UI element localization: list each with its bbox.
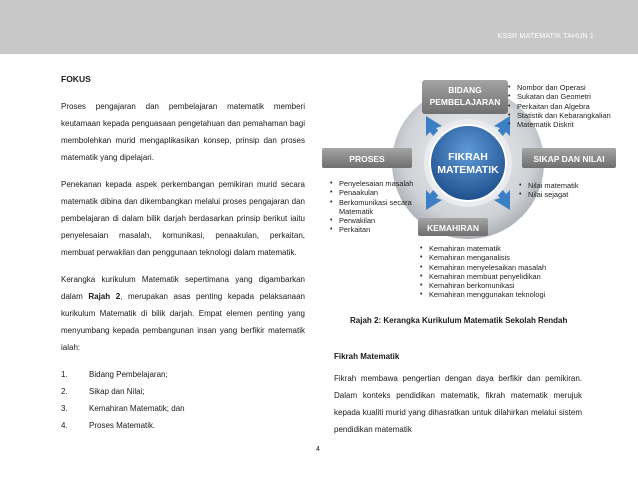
list-item: • Statistik dan Kebarangkalian [508,111,614,120]
list-text: Proses Matematik. [89,421,156,430]
paragraph-3-start: Kerangka kurikulum Matematik sepertimana yang digambarkan dalam [61,275,305,301]
proses-list [330,179,422,235]
fikrah-paragraph: Fikrah membawa pengertian dengan daya berfikir dan pemikiran. Dalam konteks pendidikan matematik, fikrah matematik merujuk kepada kualiti murid yang dihasratkan untuk dilahirkan melalui sistem pendidikan matematik [334,374,582,434]
paragraph-3 [61,271,305,356]
kemahiran-label: KEMAHIRAN [427,223,479,233]
left-column [61,74,305,434]
rajah-reference: Rajah 2 [88,292,121,301]
section-heading-fokus: FOKUS [61,74,91,84]
page-number: 4 [316,446,320,453]
list-text: Sikap dan Nilai; [89,387,145,396]
list-item: • Perwakilan [330,216,422,225]
list-item: • Kemahiran matematik [420,244,580,253]
list-item: • Penaakulan [330,188,422,197]
list-item: • Kemahiran membuat penyelidikan [420,272,580,281]
list-number: 3. [61,404,68,413]
curriculum-framework-diagram [318,78,618,308]
figure-caption: Rajah 2: Kerangka Kurikulum Matematik Sekolah Rendah [350,316,568,325]
list-item: • Sukatan dan Geometri [508,92,614,101]
element-list [61,366,305,434]
list-item: • Kemahiran berkomunikasi [420,281,580,290]
list-item [61,417,305,434]
list-number: 4. [61,421,68,430]
list-number: 1. [61,370,68,379]
list-text: Kemahiran Matematik; dan [89,404,185,413]
list-item: • Kemahiran menggunakan teknologi [420,290,580,299]
list-item: • Nilai matematik [519,181,614,190]
running-title: KSSR MATEMATIK TAHUN 1 [497,33,594,40]
section-heading-fikrah: Fikrah Matematik [334,352,400,361]
proses-label: PROSES [349,154,385,164]
paragraph-1: Proses pengajaran dan pembelajaran matematik memberi keutamaan kepada penguasaan pengetahuan dan pemahaman bagi membolehkan murid mengaplikasikan konsep, prinsip dan proses matematik yang dipelajari. [61,102,305,162]
list-item: • Nilai sejagat [519,190,614,199]
list-item [61,383,305,400]
list-item [61,366,305,383]
paragraph-2: Penekanan kepada aspek perkembangan pemikiran murid secara matematik dibina dan dikembangkan melalui proses pengajaran dan pembelajaran di dalam bilik darjah berdasarkan prinsip berikut iaitu penyelesaian masalah, komunikasi, penaakulan, perkaitan, membuat perwakilan dan penggunaan teknologi dalam matematik. [61,180,305,257]
right-column [334,352,582,438]
list-item: • Kemahiran menyelesaikan masalah [420,263,580,272]
list-item [61,400,305,417]
list-item: • Matematik Diskrit [508,120,614,129]
list-item: • Perkaitan [330,225,422,234]
list-item: • Perkaitan dan Algebra [508,102,614,111]
sikap-label: SIKAP DAN NILAI [533,154,605,164]
list-item: • Nombor dan Operasi [508,83,614,92]
page-header [0,0,638,54]
list-item: • Berkomunikasi secara Matematik [330,198,422,217]
center-label-line1: FIKRAH [448,151,488,163]
paragraph-3-end: , merupakan asas penting kepada pelaksanaan kurikulum Matematik di bilik darjah. Empat elemen penting yang menyumbang kepada pembangunan insan yang berfikir matematik ialah: [61,292,306,352]
list-number: 2. [61,387,68,396]
center-label-line2: MATEMATIK [437,164,499,176]
list-item: • Penyelesaian masalah [330,179,422,188]
kemahiran-list [420,244,580,300]
center-circle [430,125,506,201]
bidang-list [508,83,614,129]
list-item: • Kemahiran menganalisis [420,253,580,262]
bidang-label-line1: BIDANG [448,85,482,95]
list-text: Bidang Pembelajaran; [89,370,168,379]
sikap-list [519,181,614,200]
bidang-label-line2: PEMBELAJARAN [429,97,501,107]
